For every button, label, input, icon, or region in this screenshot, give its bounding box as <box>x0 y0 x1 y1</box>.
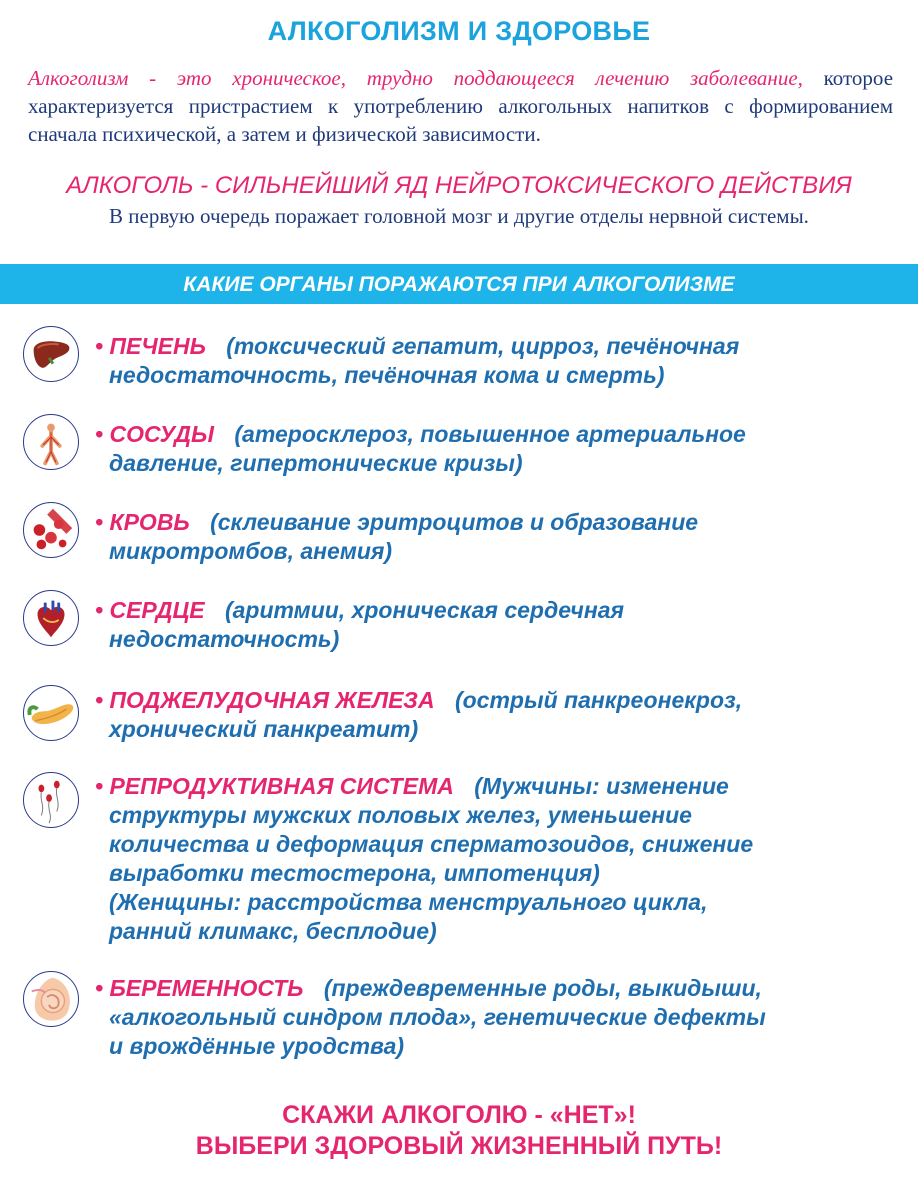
organ-name: СЕРДЦЕ <box>109 597 205 623</box>
organ-desc-cont: структуры мужских половых желез, уменьшение <box>109 802 692 828</box>
organ-desc: (острый панкреонекроз, <box>454 687 743 713</box>
organ-text <box>95 420 895 478</box>
organ-desc: (атеросклероз, повышенное артериальное <box>234 421 746 447</box>
organ-desc: (токсический гепатит, цирроз, печёночная <box>226 333 740 359</box>
organ-desc-cont: хронический панкреатит) <box>109 716 419 742</box>
organ-name: ПОДЖЕЛУДОЧНАЯ ЖЕЛЕЗА <box>109 687 435 713</box>
organ-desc-cont: и врождённые уродства) <box>109 1033 405 1059</box>
heart-icon <box>23 590 79 646</box>
sperm-icon <box>23 772 79 828</box>
footer-line-2: ВЫБЕРИ ЗДОРОВЫЙ ЖИЗНЕННЫЙ ПУТЬ! <box>195 1132 723 1160</box>
organ-desc-cont: недостаточность, печёночная кома и смерть) <box>109 362 665 388</box>
organ-desc-cont: количества и деформация сперматозоидов, снижение <box>109 831 754 857</box>
organ-text <box>95 332 895 390</box>
organ-name: КРОВЬ <box>109 509 190 535</box>
organ-desc-cont: недостаточность) <box>109 626 340 652</box>
poison-text: В первую очередь поражает головной мозг и другие отделы нервной системы. <box>109 204 809 228</box>
organ-text <box>95 772 895 946</box>
organ-desc: (склеивание эритроцитов и образование <box>210 509 699 535</box>
organ-text <box>95 508 895 566</box>
organ-name: РЕПРОДУКТИВНАЯ СИСТЕМА <box>109 773 454 799</box>
organ-desc-cont: выработки тестостерона, импотенция) <box>109 860 600 886</box>
organ-text <box>95 686 895 744</box>
pregnancy-icon <box>23 971 79 1027</box>
bullet: • <box>95 773 104 799</box>
organ-desc-cont: (Женщины: расстройства менструального цикла, <box>109 889 708 915</box>
organ-name: СОСУДЫ <box>109 421 214 447</box>
vessels-icon <box>23 414 79 470</box>
blood-icon <box>23 502 79 558</box>
organ-text <box>95 974 895 1061</box>
footer-line-1: СКАЖИ АЛКОГОЛЮ - «НЕТ»! <box>282 1101 636 1129</box>
organ-desc: (преждевременные роды, выкидыши, <box>323 975 762 1001</box>
organ-desc-cont: давление, гипертонические кризы) <box>109 450 523 476</box>
organ-name: БЕРЕМЕННОСТЬ <box>109 975 304 1001</box>
section-banner: КАКИЕ ОРГАНЫ ПОРАЖАЮТСЯ ПРИ АЛКОГОЛИЗМЕ <box>0 264 918 304</box>
page-title: АЛКОГОЛИЗМ И ЗДОРОВЬЕ <box>267 16 651 46</box>
liver-icon <box>23 326 79 382</box>
footer-slogan <box>0 1100 918 1162</box>
bullet: • <box>95 333 104 359</box>
organ-desc: (аритмии, хроническая сердечная <box>224 597 625 623</box>
organ-desc: (Мужчины: изменение <box>474 773 729 799</box>
bullet: • <box>95 597 104 623</box>
organ-name: ПЕЧЕНЬ <box>109 333 206 359</box>
bullet: • <box>95 975 104 1001</box>
bullet: • <box>95 687 104 713</box>
pancreas-icon <box>23 685 79 741</box>
organ-text <box>95 596 895 654</box>
poison-heading: АЛКОГОЛЬ - СИЛЬНЕЙШИЙ ЯД НЕЙРОТОКСИЧЕСКОГО ДЕЙСТВИЯ <box>66 172 852 199</box>
organ-desc-cont: «алкогольный синдром плода», генетические дефекты <box>109 1004 766 1030</box>
bullet: • <box>95 509 104 535</box>
intro-lead: Алкоголизм - это хроническое, трудно поддающееся лечению заболевание, <box>28 66 803 90</box>
intro-rest: которое характеризуется пристрастием к употреблению алкогольных напитков с формированием сначала психической, а затем и физической зависимости. <box>28 66 894 146</box>
bullet: • <box>95 421 104 447</box>
organ-desc-cont: микротромбов, анемия) <box>109 538 393 564</box>
organ-desc-cont: ранний климакс, бесплодие) <box>109 918 437 944</box>
intro-paragraph <box>28 64 893 148</box>
